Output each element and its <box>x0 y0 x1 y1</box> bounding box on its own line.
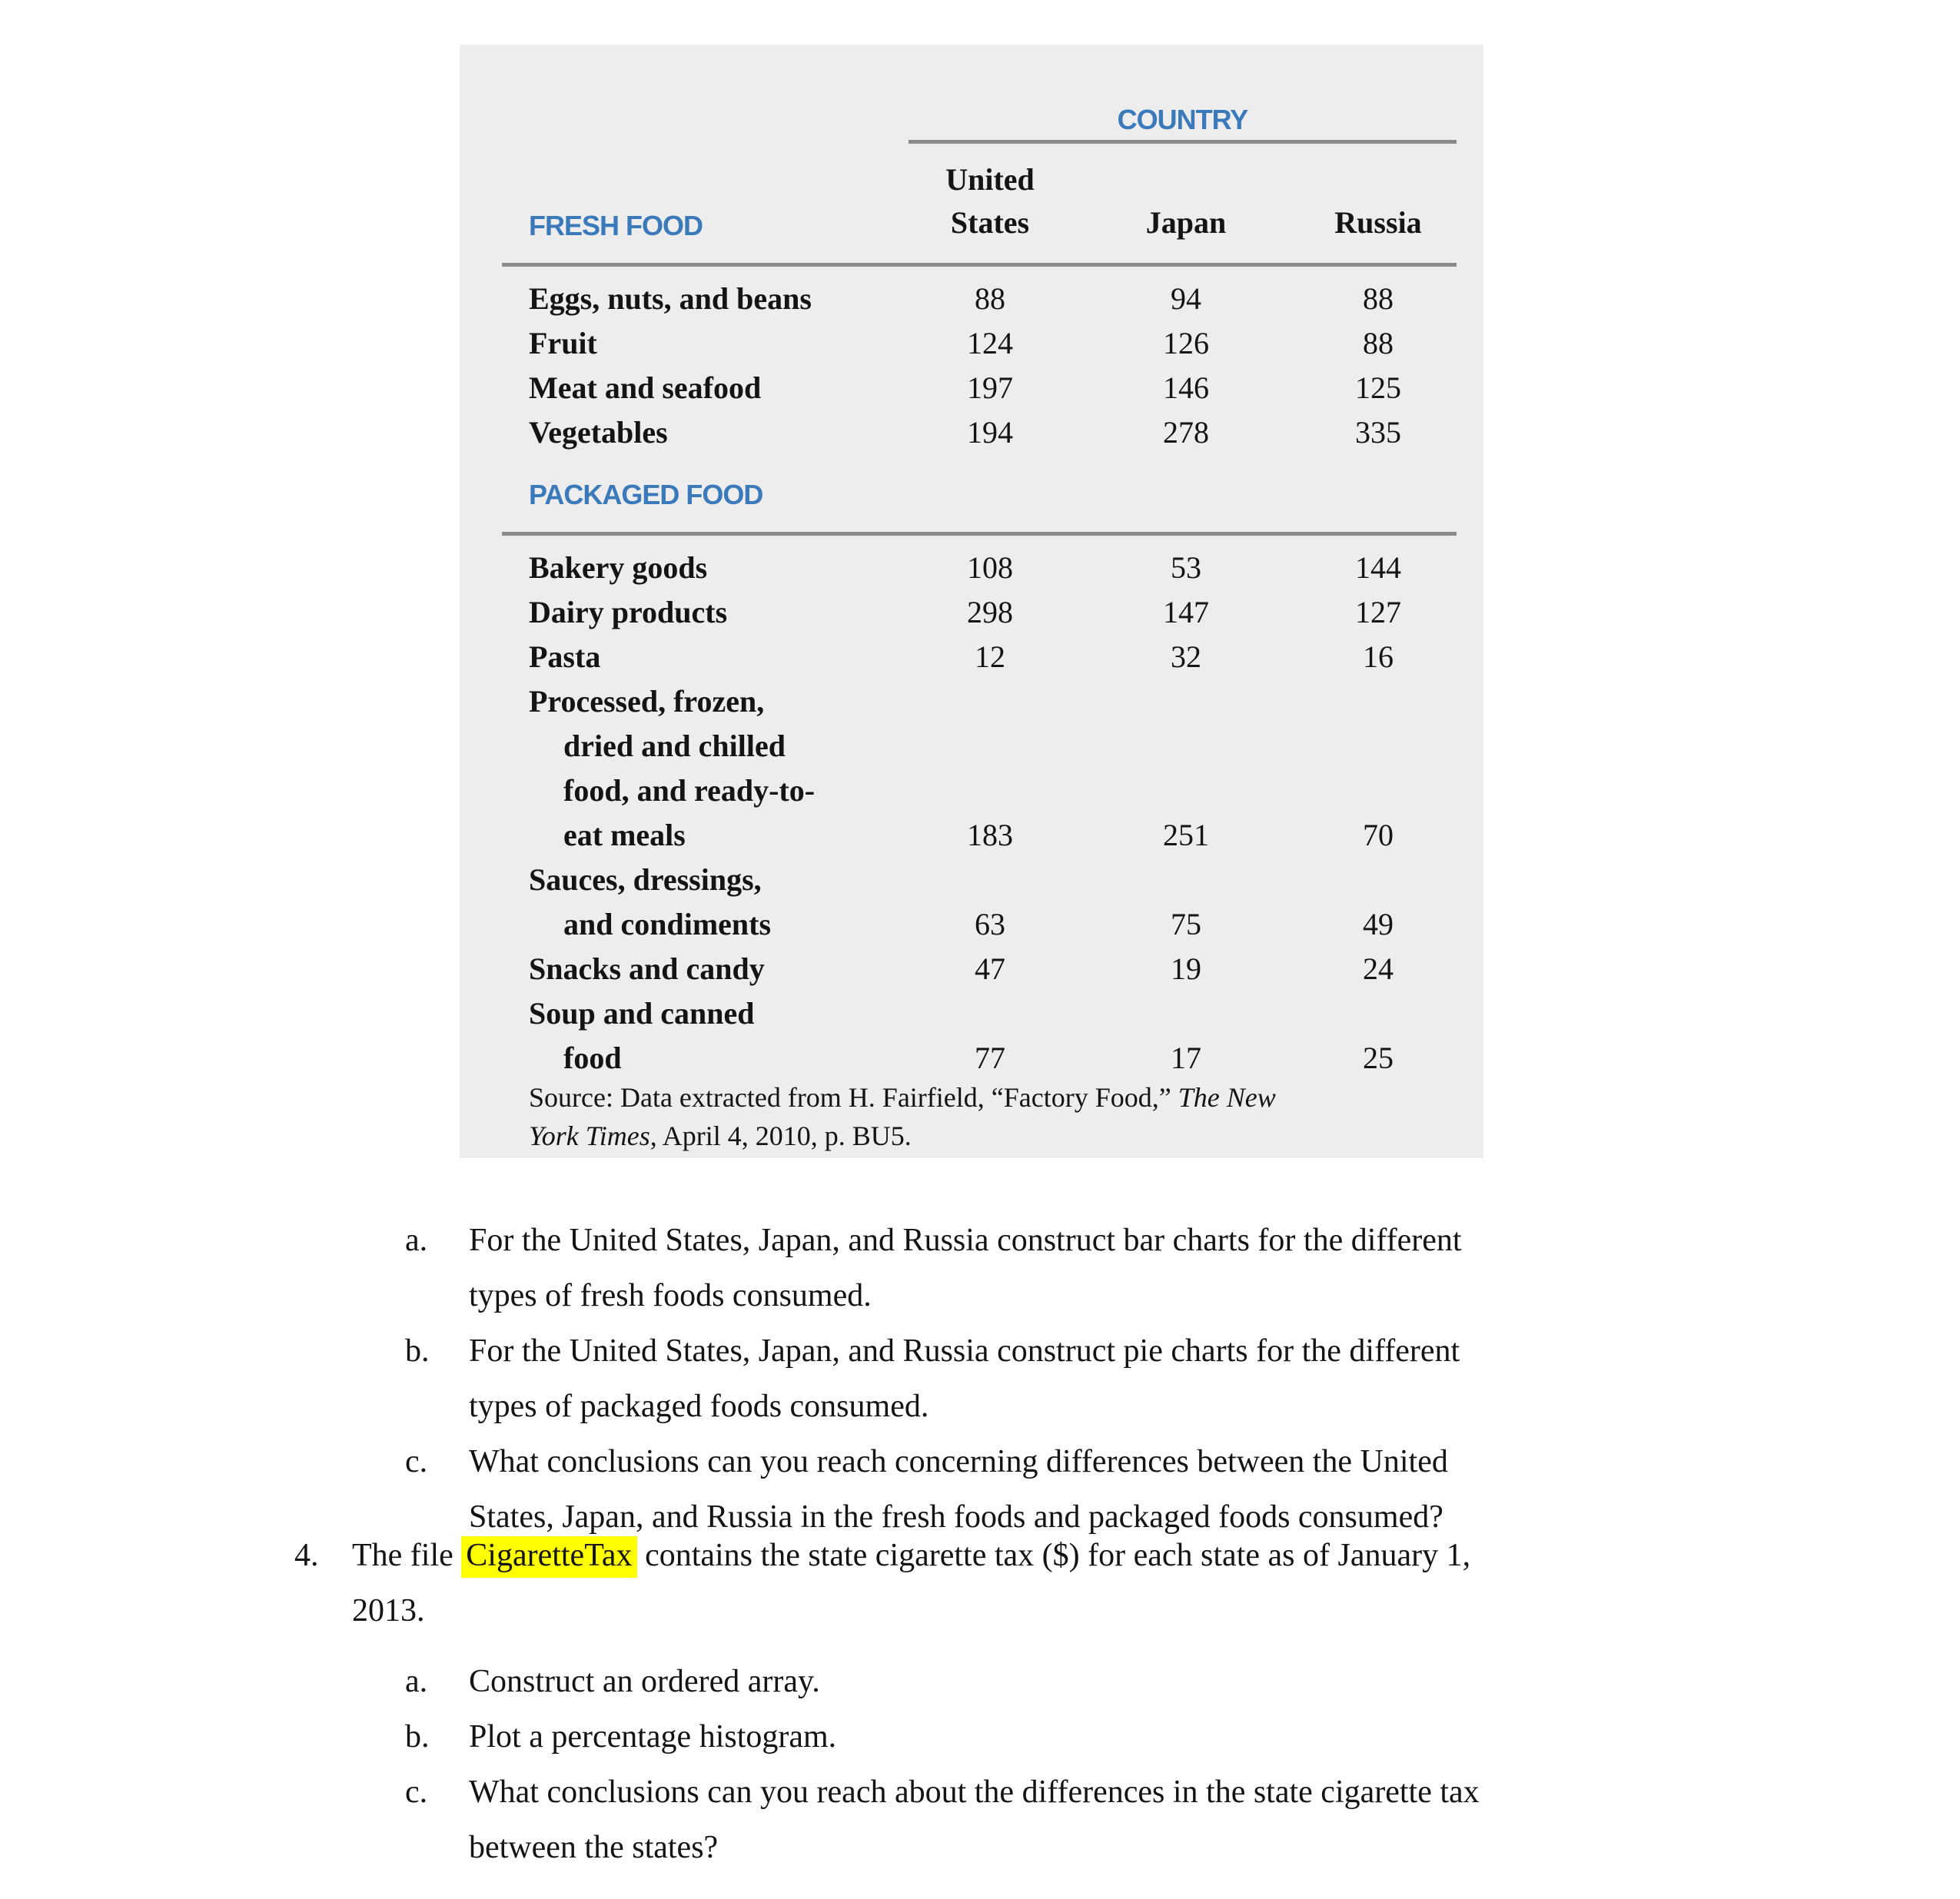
list-item <box>405 1213 1758 1323</box>
source-publication: York Times <box>529 1120 650 1151</box>
item-marker: c. <box>405 1775 428 1810</box>
section-label-fresh-food: FRESH FOOD <box>529 210 703 241</box>
table-row <box>460 546 1483 590</box>
exercise-4-prefix: The file <box>352 1538 462 1573</box>
item-marker: a. <box>405 1664 428 1699</box>
item-line: States, Japan, and Russia in the fresh foods and packaged foods consumed? <box>469 1499 1443 1535</box>
row-value: 88 <box>1363 281 1394 316</box>
table-row <box>460 590 1483 635</box>
row-value: 19 <box>1171 951 1201 986</box>
item-line: For the United States, Japan, and Russia construct pie charts for the different <box>469 1333 1460 1369</box>
item-line: For the United States, Japan, and Russia construct bar charts for the different <box>469 1223 1462 1258</box>
packaged-food-rule <box>502 532 1457 536</box>
table-row <box>460 366 1483 410</box>
file-name-highlight: CigaretteTax <box>461 1536 636 1578</box>
section-label-packaged-food: PACKAGED FOOD <box>529 479 763 510</box>
column-header-line: States <box>950 205 1030 240</box>
row-label: Eggs, nuts, and beans <box>529 281 812 316</box>
row-label: Dairy products <box>529 595 728 629</box>
list-item <box>405 1323 1758 1434</box>
table-row <box>460 813 1483 858</box>
row-value: 16 <box>1363 639 1394 674</box>
item-line: Construct an ordered array. <box>469 1664 820 1699</box>
item-line: What conclusions can you reach about the differences in the state cigarette tax <box>469 1775 1480 1810</box>
table-row <box>460 321 1483 366</box>
source-note <box>529 1078 1467 1155</box>
row-label: Processed, frozen, <box>529 684 765 719</box>
row-label: food, and ready-to- <box>563 773 816 808</box>
row-value: 126 <box>1163 326 1209 360</box>
row-value: 88 <box>975 281 1005 316</box>
table-row <box>460 277 1483 321</box>
row-value: 335 <box>1355 415 1401 450</box>
row-value: 17 <box>1171 1041 1201 1075</box>
row-value: 183 <box>967 818 1013 852</box>
item-marker: a. <box>405 1223 428 1258</box>
row-label: Vegetables <box>529 415 668 450</box>
item-marker: b. <box>405 1719 430 1755</box>
table-row <box>460 679 1483 724</box>
row-label: and condiments <box>563 907 772 941</box>
row-value: 12 <box>975 639 1005 674</box>
row-value: 144 <box>1355 550 1401 585</box>
country-header-label: COUNTRY <box>1117 104 1248 135</box>
table-row <box>460 902 1483 947</box>
row-value: 251 <box>1163 818 1209 852</box>
fresh-food-rows <box>460 277 1483 455</box>
row-value: 108 <box>967 550 1013 585</box>
row-value: 197 <box>967 370 1013 405</box>
row-value: 24 <box>1363 951 1394 986</box>
table-row <box>460 991 1483 1036</box>
row-label: Meat and seafood <box>529 370 762 405</box>
row-value: 94 <box>1171 281 1201 316</box>
row-value: 194 <box>967 415 1013 450</box>
source-publication: The New <box>1178 1082 1276 1113</box>
column-header-line: United <box>945 162 1035 197</box>
item-line: between the states? <box>469 1830 719 1865</box>
list-item <box>405 1709 1789 1765</box>
country-header-rule <box>909 140 1457 144</box>
row-value: 125 <box>1355 370 1401 405</box>
fresh-food-rule <box>502 263 1457 267</box>
list-item <box>405 1654 1789 1709</box>
exercise-4-text <box>294 1528 1755 1638</box>
item-line: types of fresh foods consumed. <box>469 1278 872 1313</box>
row-value: 77 <box>975 1041 1005 1075</box>
table-row <box>460 769 1483 813</box>
source-text: , April 4, 2010, p. BU5. <box>649 1120 912 1151</box>
row-value: 47 <box>975 951 1005 986</box>
column-header-united-states <box>913 158 1067 244</box>
row-value: 32 <box>1171 639 1201 674</box>
exercise-4-line2: 2013. <box>352 1593 425 1628</box>
item-line: Plot a percentage histogram. <box>469 1719 837 1755</box>
row-value: 75 <box>1171 907 1201 941</box>
exercise-3-subitems <box>405 1213 1758 1545</box>
row-value: 25 <box>1363 1041 1394 1075</box>
row-value: 127 <box>1355 595 1401 629</box>
table-row <box>460 635 1483 679</box>
row-label: eat meals <box>563 818 686 852</box>
table-row <box>460 1036 1483 1081</box>
item-number: 4. <box>294 1538 319 1573</box>
row-label: Soup and canned <box>529 996 755 1031</box>
food-consumption-table <box>460 45 1483 1158</box>
table-row <box>460 410 1483 455</box>
row-value: 63 <box>975 907 1005 941</box>
column-header-russia: Russia <box>1334 205 1422 240</box>
row-value: 53 <box>1171 550 1201 585</box>
source-text: Source: Data extracted from H. Fairfield, “Factory Food,” <box>529 1082 1178 1113</box>
row-label: dried and chilled <box>563 729 786 763</box>
item-marker: b. <box>405 1333 430 1369</box>
list-item <box>405 1765 1789 1875</box>
item-line: types of packaged foods consumed. <box>469 1389 929 1424</box>
table-row <box>460 724 1483 769</box>
row-value: 124 <box>967 326 1013 360</box>
table-row <box>460 858 1483 902</box>
column-header-japan: Japan <box>1145 205 1227 240</box>
row-value: 70 <box>1363 818 1394 852</box>
row-value: 49 <box>1363 907 1394 941</box>
row-value: 278 <box>1163 415 1209 450</box>
exercise-4-item <box>294 1528 1755 1638</box>
row-value: 146 <box>1163 370 1209 405</box>
exercise-4-suffix: contains the state cigarette tax ($) for each state as of January 1, <box>636 1538 1471 1573</box>
row-label: Fruit <box>529 326 597 360</box>
row-label: food <box>563 1041 622 1075</box>
row-label: Sauces, dressings, <box>529 862 762 897</box>
packaged-food-rows <box>460 546 1483 1081</box>
row-label: Pasta <box>529 639 601 674</box>
item-line: What conclusions can you reach concerning differences between the United <box>469 1444 1448 1479</box>
exercise-4-line1 <box>352 1528 1755 1583</box>
row-value: 88 <box>1363 326 1394 360</box>
row-label: Bakery goods <box>529 550 708 585</box>
row-value: 147 <box>1163 595 1209 629</box>
row-value: 298 <box>967 595 1013 629</box>
table-row <box>460 947 1483 991</box>
item-marker: c. <box>405 1444 428 1479</box>
exercise-4-subitems <box>405 1654 1789 1875</box>
row-label: Snacks and candy <box>529 951 765 986</box>
